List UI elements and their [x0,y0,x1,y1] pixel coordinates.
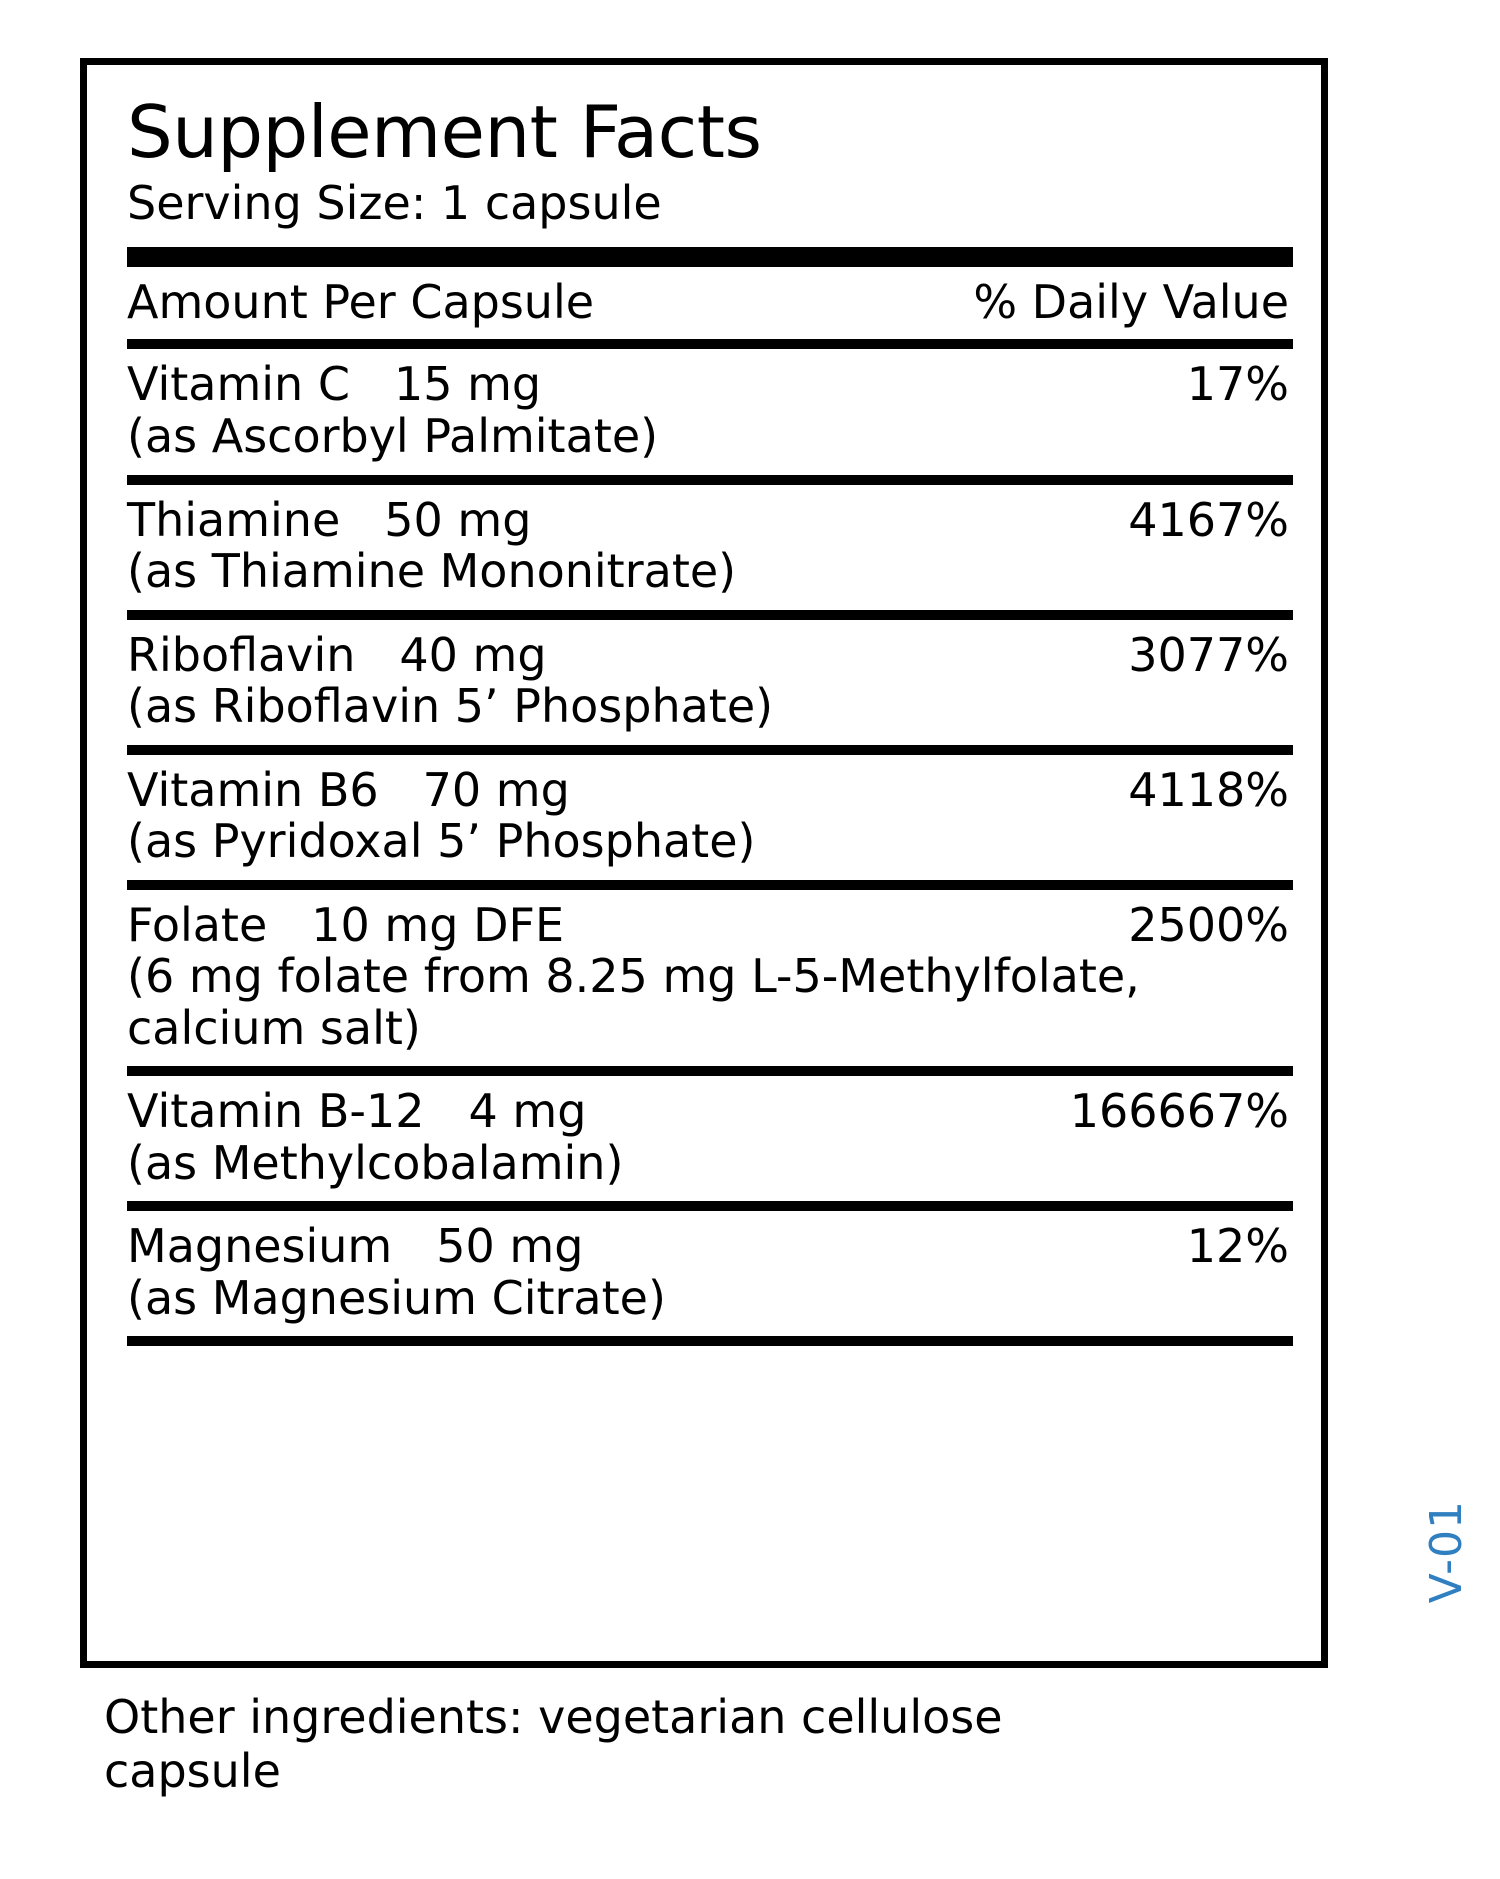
supplement-facts-content [127,90,1293,1346]
nutrient-daily-value: 2500% [1128,897,1289,952]
nutrient-amount: 10 mg DFE [311,897,565,952]
nutrient-amount: 40 mg [399,627,547,682]
nutrient-source: (as Riboflavin 5’ Phosphate) [127,679,774,734]
supplement-facts-panel [80,58,1328,1668]
divider-row-3 [127,745,1293,755]
nutrient-source: (as Pyridoxal 5’ Phosphate) [127,814,756,869]
header-daily-value: % Daily Value [973,275,1289,330]
nutrient-source: (as Ascorbyl Palmitate) [127,409,659,463]
nutrient-amount: 50 mg [436,1219,584,1274]
nutrient-amount: 4 mg [468,1084,587,1139]
nutrient-source: (as Thiamine Mononitrate) [127,544,737,599]
nutrient-daily-value: 4118% [1128,762,1289,817]
divider-row-1 [127,475,1293,485]
divider-row-6 [127,1201,1293,1211]
nutrient-daily-value: 166667% [1069,1084,1289,1139]
nutrient-amount: 15 mg [393,357,542,412]
nutrient-name: Riboflavin [127,627,356,682]
table-row [127,349,1293,474]
table-row [127,890,1293,1067]
table-row [127,1211,1293,1336]
nutrient-name: Vitamin B-12 [127,1084,425,1139]
nutrient-name: Thiamine [127,492,341,547]
nutrient-name: Vitamin C [127,357,350,412]
nutrient-name: Folate [127,897,268,952]
page-title: Supplement Facts [127,90,762,174]
side-code: V-01 [1421,1500,1472,1604]
divider-row-5 [127,1066,1293,1076]
nutrient-daily-value: 4167% [1128,492,1289,547]
nutrient-name: Vitamin B6 [127,762,379,817]
nutrient-daily-value: 3077% [1128,627,1289,682]
divider-row-2 [127,610,1293,620]
table-row [127,755,1293,880]
header-amount-per-capsule: Amount Per Capsule [127,275,595,330]
other-ingredients: Other ingredients: vegetarian cellulose capsule [104,1690,1003,1799]
table-row [127,485,1293,610]
nutrient-source: (as Methylcobalamin) [127,1135,624,1190]
nutrient-daily-value: 17% [1186,357,1289,412]
divider-bottom [127,1336,1293,1346]
table-header-row [127,267,1293,339]
nutrient-daily-value: 12% [1186,1219,1289,1274]
table-row [127,1076,1293,1201]
divider-thick-top [127,247,1293,267]
divider-row-4 [127,880,1293,890]
nutrient-source: (as Magnesium Citrate) [127,1270,666,1325]
serving-size: Serving Size: 1 capsule [127,175,662,230]
nutrient-source: (6 mg folate from 8.25 mg L-5-Methylfolate, calcium salt) [127,949,1140,1055]
table-row [127,620,1293,745]
nutrient-amount: 70 mg [422,762,570,817]
divider-below-header [127,339,1293,349]
nutrient-name: Magnesium [127,1219,393,1274]
nutrient-amount: 50 mg [384,492,532,547]
